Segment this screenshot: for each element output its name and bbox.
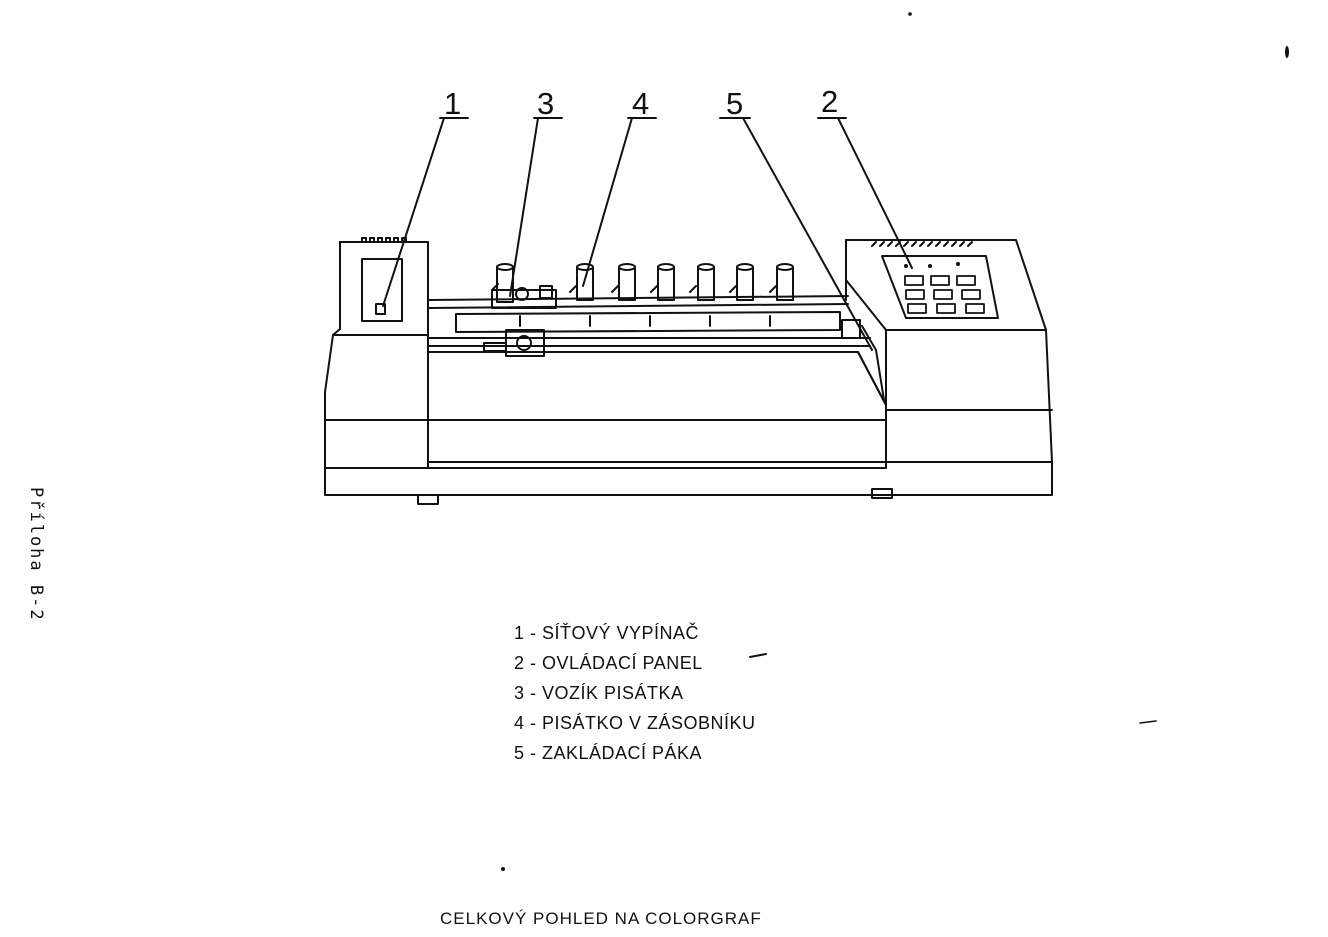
- leader-1: [383, 118, 468, 306]
- left-housing: [325, 238, 428, 468]
- base: [325, 352, 1052, 504]
- pen-holder: [658, 264, 674, 300]
- legend-item: 4 - PISÁTKO V ZÁSOBNÍKU: [514, 713, 756, 733]
- leader-3: [510, 118, 562, 296]
- leader-lines: [383, 118, 912, 350]
- callout-5: 5: [726, 86, 744, 121]
- leader-5: [720, 118, 872, 350]
- guide-rails: [428, 296, 870, 346]
- callout-1: 1: [444, 86, 462, 121]
- control-panel-buttons: [905, 276, 984, 313]
- leader-4: [583, 118, 656, 286]
- legend-item: 1 - SÍŤOVÝ VYPÍNAČ: [514, 623, 700, 643]
- appendix-label: Příloha B-2: [26, 487, 46, 622]
- callout-2: 2: [821, 84, 839, 119]
- figure-caption: CELKOVÝ POHLED NA COLORGRAF: [440, 909, 762, 928]
- control-panel: [882, 256, 998, 318]
- callout-3: 3: [537, 86, 555, 121]
- legend-item: 3 - VOZÍK PISÁTKA: [514, 683, 684, 703]
- pen-holder: [737, 264, 753, 300]
- legend: [514, 618, 756, 768]
- pen-holder: [777, 264, 793, 300]
- pen-holder: [698, 264, 714, 300]
- pen-holder: [619, 264, 635, 300]
- callout-4: 4: [632, 86, 650, 121]
- legend-item: 5 - ZAKLÁDACÍ PÁKA: [514, 743, 703, 763]
- legend-item: 2 - OVLÁDACÍ PANEL: [514, 653, 703, 673]
